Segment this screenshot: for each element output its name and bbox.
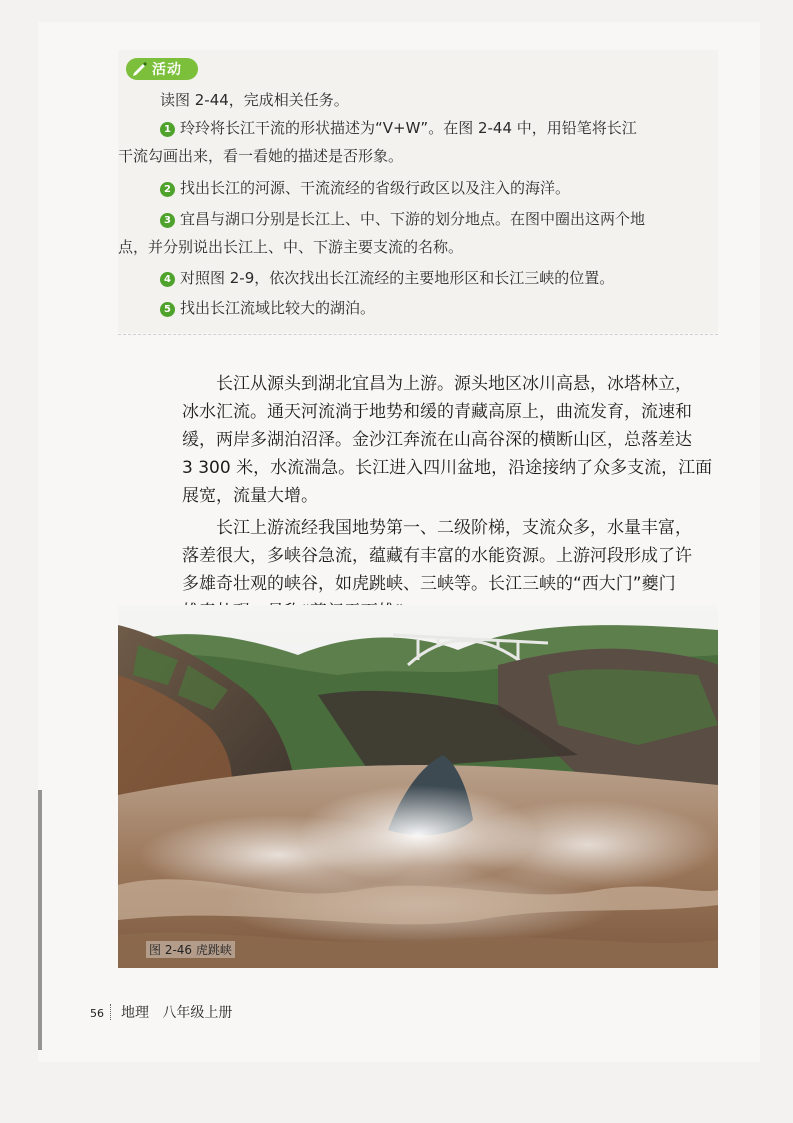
page-footer [90,1002,232,1022]
task-number-badge: 4 [160,272,175,287]
task-4: 4 对照图 2-9，依次找出长江流经的主要地形区和长江三峡的位置。 [160,268,614,288]
binding-edge [38,790,42,1050]
task-2: 2 找出长江的河源、干流流经的省级行政区以及注入的海洋。 [160,178,570,198]
paragraph-2-line: 长江上游流经我国地势第一、二级阶梯，支流众多，水量丰富， [216,518,692,538]
task-3-line-1: 3 宜昌与湖口分别是长江上、中、下游的划分地点。在图中圈出这两个地 [160,209,645,229]
activity-badge [126,58,198,80]
task-1-line-2: 干流勾画出来，看一看她的描述是否形象。 [118,147,404,165]
task-number-badge: 2 [160,182,175,197]
task-number-badge: 1 [160,122,175,137]
paragraph-1-line: 展宽，流量大增。 [182,486,318,506]
page-number: 56 [90,1007,104,1020]
figure-caption: 图 2-46 虎跳峡 [146,941,235,958]
paragraph-2-line: 多雄奇壮观的峡谷，如虎跳峡、三峡等。长江三峡的“西大门”夔门 [182,574,676,594]
task-3-line-2: 点，并分别说出长江上、中、下游主要支流的名称。 [118,238,464,256]
pencil-icon [132,61,148,77]
task-number-badge: 3 [160,213,175,228]
paragraph-1-line: 长江从源头到湖北宜昌为上游。源头地区冰川高悬，冰塔林立， [216,374,692,394]
tiger-leaping-gorge-photo [118,605,718,968]
activity-divider [118,334,718,335]
activity-badge-label: 活动 [152,62,182,78]
footer-subject: 地理 [121,1005,149,1021]
task-5: 5 找出长江流域比较大的湖泊。 [160,298,375,318]
footer-separator [110,1004,117,1020]
footer-grade: 八年级上册 [162,1005,233,1021]
activity-intro: 读图 2-44，完成相关任务。 [160,91,349,109]
paragraph-1-line: 冰水汇流。通天河流淌于地势和缓的青藏高原上，曲流发育，流速和 [182,402,692,422]
task-1-line-1: 1 玲玲将长江干流的形状描述为“V+W”。在图 2-44 中，用铅笔将长江 [160,118,637,138]
paragraph-1-line: 缓，两岸多湖泊沼泽。金沙江奔流在山高谷深的横断山区，总落差达 [182,430,692,450]
paragraph-1-line: 3 300 米，水流湍急。长江进入四川盆地，沿途接纳了众多支流，江面 [182,458,713,478]
task-number-badge: 5 [160,302,175,317]
paragraph-2-line: 落差很大，多峡谷急流，蕴藏有丰富的水能资源。上游河段形成了许 [182,546,692,566]
